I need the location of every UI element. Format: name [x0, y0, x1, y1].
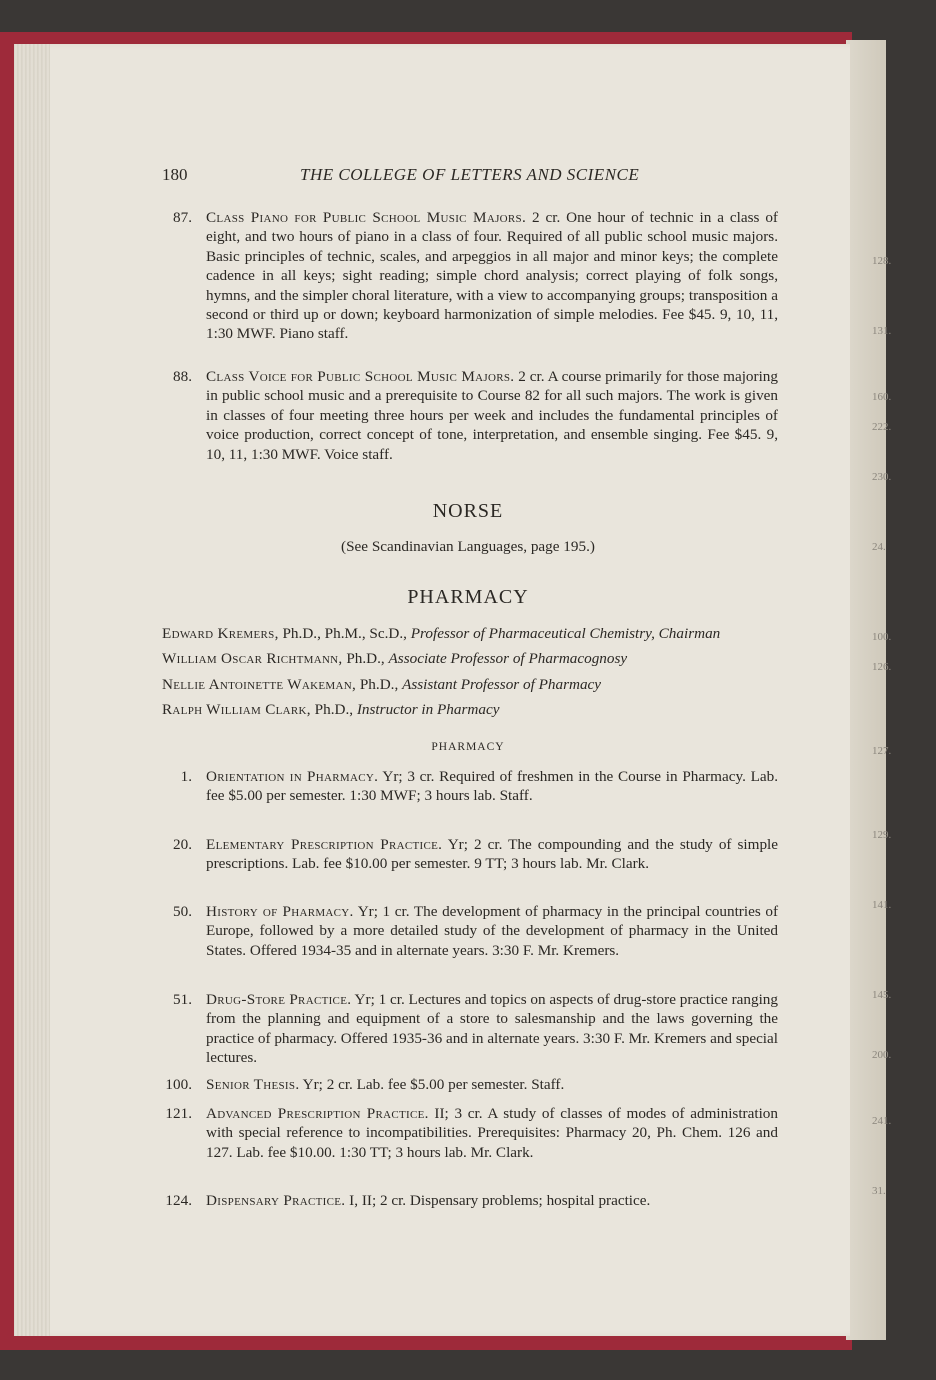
- course-number: 50.: [173, 903, 192, 920]
- course-title: Class Piano for Public School Music Majors.: [206, 209, 527, 226]
- bleed-text: 24.: [872, 541, 886, 553]
- course-description: II; 3 cr. A study of classes of modes of administration with special reference to incompatibilities. Prerequisites: Pharmacy 20, Ph. Chem. 126 and 127. Lab. fee $10.00. 1:30 TT; 3 hours lab. Mr. Clark.: [206, 1105, 778, 1161]
- page-stack-edges: [14, 44, 50, 1336]
- course-title: Senior Thesis.: [206, 1076, 300, 1093]
- faculty-degrees: Ph.D., Ph.M., Sc.D.,: [278, 625, 411, 642]
- course-number: 124.: [165, 1192, 192, 1209]
- bleed-text: 127.: [872, 745, 892, 757]
- course-entry: [158, 990, 778, 1068]
- subsection-heading: PHARMACY: [431, 741, 505, 753]
- faculty-role: Professor of Pharmaceutical Chemistry, Chairman: [410, 625, 721, 642]
- bleed-text: 141.: [872, 899, 892, 911]
- course-description: Yr; 3 cr. Required of freshmen in the Course in Pharmacy. Lab. fee $5.00 per semester. 1:30 MWF; 3 hours lab. Staff.: [206, 768, 779, 805]
- faculty-role: Assistant Professor of Pharmacy: [402, 675, 602, 693]
- faculty-degrees: Ph.D.,: [310, 701, 357, 719]
- course-title: Dispensary Practice.: [206, 1192, 346, 1209]
- course-description: Yr; 2 cr. The compounding and the study of simple prescriptions. Lab. fee $10.00 per semester. 9 TT; 3 hours lab. Mr. Clark.: [206, 836, 778, 873]
- bleed-text: 100.: [872, 631, 892, 643]
- faculty-member: [162, 624, 782, 643]
- course-entry: [158, 1075, 778, 1094]
- course-entry: [158, 767, 778, 806]
- course-description: I, II; 2 cr. Dispensary problems; hospital practice.: [345, 1192, 651, 1209]
- faculty-degrees: Ph.D.,: [342, 650, 389, 668]
- course-entry: [158, 1104, 778, 1162]
- faculty-list: [162, 624, 782, 720]
- faculty-name: William Oscar Richtmann,: [162, 650, 343, 668]
- bleed-text: 131.: [872, 325, 892, 337]
- course-description: Yr; 2 cr. Lab. fee $5.00 per semester. Staff.: [299, 1076, 565, 1093]
- course-entry: [158, 835, 778, 874]
- course-number: 88.: [173, 368, 192, 385]
- running-title: THE COLLEGE OF LETTERS AND SCIENCE: [300, 165, 640, 184]
- bleed-text: 31.: [872, 1185, 886, 1197]
- course-entry: [158, 1191, 778, 1210]
- course-entry: [158, 902, 778, 960]
- course-description: 2 cr. One hour of technic in a class of eight, and two hours of piano in a class of four. Required of all public school music majors. Basic principles of technic, scales, and arpeggios in all major and minor keys; the complete cadence in all keys; sight reading; simple chord analysis; correct playing of folk songs, hymns, and the simpler choral literature, with a view to accompanying groups; transposition a second or third up or down; keyboard harmonization of simple melodies. Fee $45. 9, 10, 11, 1:30 MWF. Piano staff.: [206, 209, 778, 343]
- faculty-name: Ralph William Clark,: [162, 701, 311, 719]
- bleed-text: 200.: [872, 1049, 892, 1061]
- facing-page-bleed: [846, 240, 892, 1300]
- bleed-text: 126.: [872, 661, 892, 673]
- section-heading-pharmacy: PHARMACY: [407, 586, 529, 608]
- course-title: Class Voice for Public School Music Majors.: [206, 368, 515, 385]
- bleed-text: 241.: [872, 1115, 892, 1127]
- course-title: History of Pharmacy.: [206, 903, 354, 920]
- faculty-name: Edward Kremers,: [162, 625, 279, 642]
- course-number: 121.: [165, 1105, 192, 1122]
- faculty-degrees: Ph.D.,: [356, 675, 403, 693]
- course-title: Orientation in Pharmacy.: [206, 768, 379, 785]
- norse-cross-reference: (See Scandinavian Languages, page 195.): [341, 538, 595, 555]
- bleed-text: 128.: [872, 255, 892, 267]
- running-header: [162, 165, 690, 187]
- faculty-name: Nellie Antoinette Wakeman,: [162, 675, 357, 693]
- faculty-member: [162, 675, 782, 694]
- faculty-role: Associate Professor of Pharmacognosy: [388, 650, 628, 668]
- course-number: 1.: [180, 768, 192, 785]
- section-heading-norse: NORSE: [432, 500, 504, 522]
- page-number: 180: [162, 165, 188, 184]
- course-entry: [158, 208, 778, 344]
- bleed-text: 160.: [872, 391, 892, 403]
- faculty-member: [162, 700, 782, 719]
- course-title: Drug-Store Practice.: [206, 991, 352, 1008]
- course-description: Yr; 1 cr. Lectures and topics on aspects of drug-store practice ranging from the planning and equipment of a store to salesmanship and the laws governing the practice of pharmacy. Offered 1935-36 and in alternate years. 3:30 F. Mr. Kremers and special lectures.: [206, 991, 778, 1067]
- course-title: Elementary Prescription Practice.: [206, 836, 443, 853]
- course-description: 2 cr. A course primarily for those majoring in public school music and a prerequisite to Course 82 for all such majors. The work is given in classes of four meeting three hours per week and includes the fundamental principles of voice production, correct concept of tone, interpretation, and ensemble singing. Fee $45. 9, 10, 11, 1:30 MWF. Voice staff.: [206, 368, 778, 463]
- course-number: 51.: [173, 991, 192, 1008]
- course-entry: [158, 367, 778, 464]
- faculty-member: [162, 649, 782, 668]
- bleed-text: 145.: [872, 989, 892, 1001]
- course-title: Advanced Prescription Practice.: [206, 1105, 429, 1122]
- bleed-text: 222.: [872, 421, 892, 433]
- course-number: 87.: [173, 209, 192, 226]
- bleed-text: 230.: [872, 471, 892, 483]
- course-number: 20.: [173, 836, 192, 853]
- bleed-text: 129.: [872, 829, 892, 841]
- course-description: Yr; 1 cr. The development of pharmacy in the principal countries of Europe, followed by a more detailed study of the development of pharmacy in the United States. Offered 1934-35 and in alternate years. 3:30 F. Mr. Kremers.: [206, 903, 779, 959]
- course-number: 100.: [165, 1076, 192, 1093]
- faculty-role: Instructor in Pharmacy: [356, 701, 500, 719]
